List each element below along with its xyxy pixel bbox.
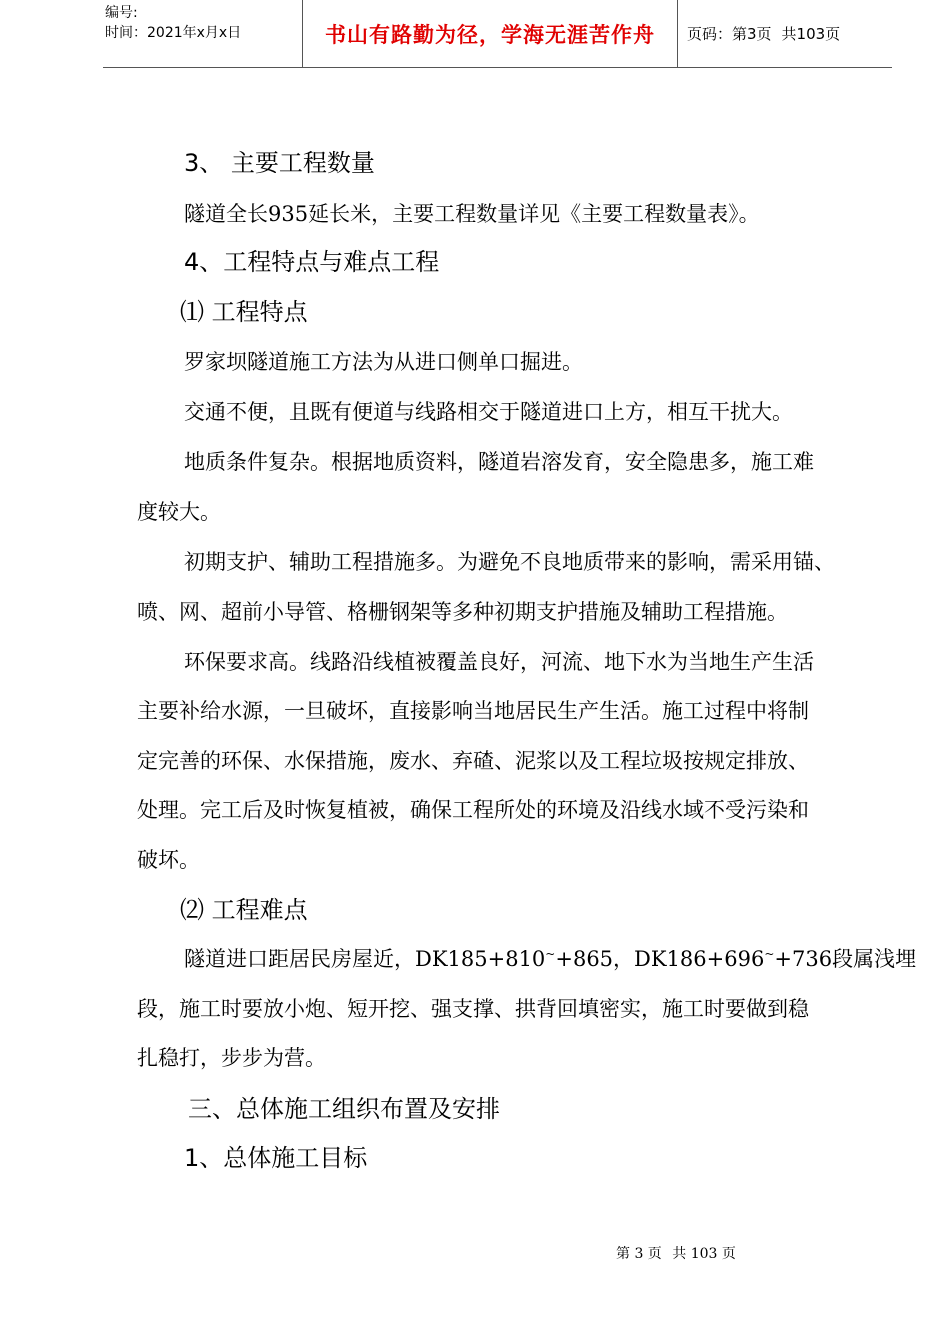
paragraph-line: 定完善的环保、水保措施，废水、弃碴、泥浆以及工程垃圾按规定排放、 xyxy=(137,749,809,773)
paragraph-line: 度较大。 xyxy=(137,500,221,524)
section-heading-3: 3、 主要工程数量 xyxy=(184,149,375,177)
paragraph-line: 扎稳打，步步为营。 xyxy=(137,1046,326,1070)
paragraph-line: 喷、网、超前小导管、格栅钢架等多种初期支护措施及辅助工程措施。 xyxy=(137,600,788,624)
header-page-number: 页码：第3页 xyxy=(687,25,772,43)
subsection-heading-features: ⑴ 工程特点 xyxy=(180,298,308,326)
header-meta xyxy=(103,0,303,67)
chapter-heading-3: 三、总体施工组织布置及安排 xyxy=(188,1095,500,1123)
document-time-label: 时间：2021年x月x日 xyxy=(105,25,242,41)
paragraph: 隧道全长935延长米，主要工程数量详见《主要工程数量表》。 xyxy=(184,202,760,226)
paragraph-line: 段，施工时要放小炮、短开挖、强支撑、拱背回填密实，施工时要做到稳 xyxy=(137,997,809,1021)
text-run: +865，DK186+696 xyxy=(555,947,765,971)
page-header xyxy=(103,0,892,68)
paragraph-line: 破坏。 xyxy=(137,848,200,872)
paragraph-line: 环保要求高。线路沿线植被覆盖良好，河流、地下水为当地生产生活 xyxy=(184,650,814,674)
paragraph-line xyxy=(184,944,916,974)
footer-page-number: 第 3 页 xyxy=(616,1246,662,1262)
text-run: +736段属浅埋 xyxy=(774,947,917,971)
section-heading-4: 4、工程特点与难点工程 xyxy=(184,248,440,276)
section-heading-3-1: 1、总体施工目标 xyxy=(184,1144,368,1172)
text-run: 隧道进口距居民房屋近，DK185+810 xyxy=(184,947,546,971)
tilde-mark: ~ xyxy=(545,947,556,961)
footer-page-total: 共 103 页 xyxy=(672,1246,736,1262)
paragraph: 罗家坝隧道施工方法为从进口侧单口掘进。 xyxy=(184,350,583,374)
document-number-label: 编号: xyxy=(105,5,138,21)
tilde-mark: ~ xyxy=(764,947,775,961)
paragraph-line: 地质条件复杂。根据地质资料，隧道岩溶发育，安全隐患多，施工难 xyxy=(184,450,814,474)
paragraph-line: 处理。完工后及时恢复植被，确保工程所处的环境及沿线水域不受污染和 xyxy=(137,798,809,822)
header-page-total: 共103页 xyxy=(781,25,841,43)
subsection-heading-difficulties: ⑵ 工程难点 xyxy=(180,896,308,924)
header-slogan: 书山有路勤为径，学海无涯苦作舟 xyxy=(303,0,678,67)
header-page-info xyxy=(677,0,892,67)
paragraph: 交通不便，且既有便道与线路相交于隧道进口上方，相互干扰大。 xyxy=(184,400,793,424)
paragraph-line: 初期支护、辅助工程措施多。为避免不良地质带来的影响，需采用锚、 xyxy=(184,550,835,574)
paragraph-line: 主要补给水源，一旦破坏，直接影响当地居民生产生活。施工过程中将制 xyxy=(137,699,809,723)
